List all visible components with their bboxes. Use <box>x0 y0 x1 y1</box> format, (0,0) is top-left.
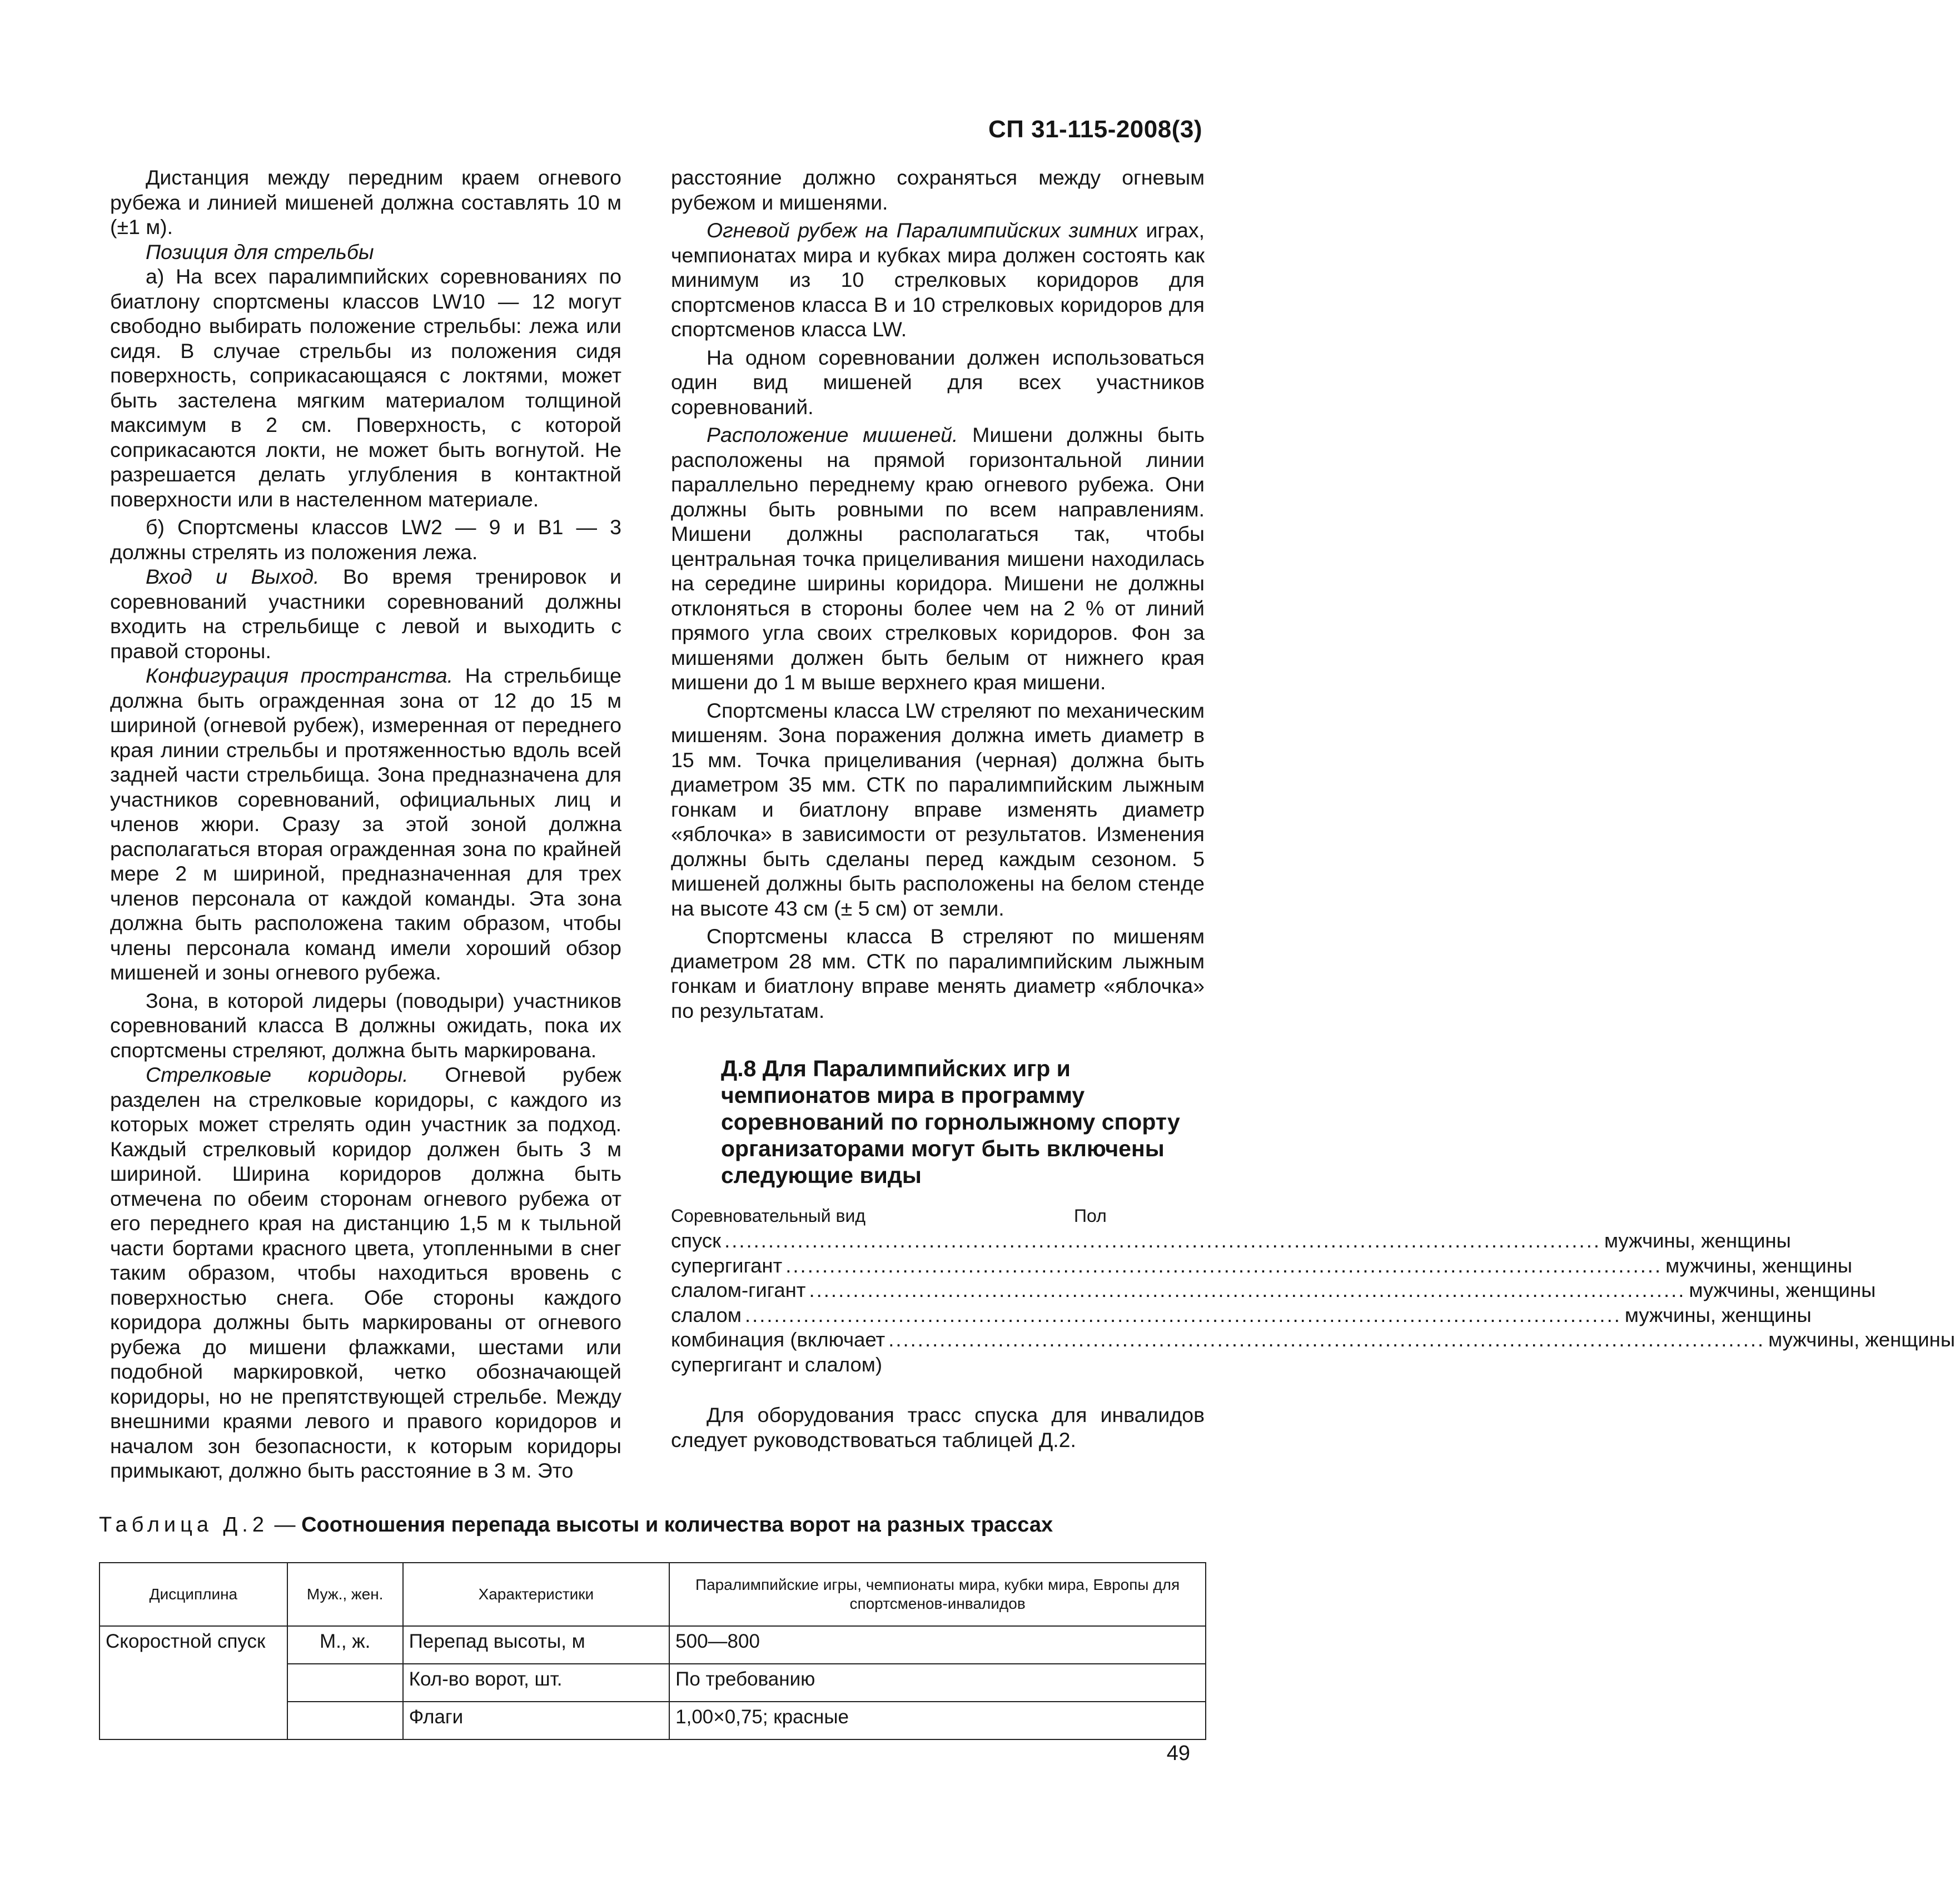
page-number: 49 <box>1166 1742 1190 1765</box>
paragraph-lead: Вход и Выход. <box>146 565 320 588</box>
paragraph: Конфигурация пространства. На стрельбище должна быть огражденная зона от 12 до 15 м шириной (огневой рубеж), измеренная от переднего края линии стрельбы и протяженностью вдоль всей задней части стрельбища. Зона предназначена для участников соревнований, официальных лиц и членов жюри. Сразу за этой зоной должна располагаться вторая огражденная зона по крайней мере 2 м шириной, предназначенная для трех членов персонала от каждой команды. Эта зона должна быть расположена таким образом, чтобы члены персонала команд имели хороший обзор мишеней и зоны огневого рубежа. <box>110 664 621 984</box>
section-title: Д.8 Для Паралимпийских игр и чемпионатов мира в программу соревнований по горнолыжному спорту организаторами могут быть включены следующие виды <box>721 1056 1180 1188</box>
event-gender: мужчины, женщины <box>1604 1229 1791 1252</box>
leader-dots: ........................................................................................................................ <box>785 1254 1663 1277</box>
event-name: спуск <box>671 1229 722 1252</box>
list-item <box>671 1229 1791 1254</box>
list-item <box>671 1254 1853 1279</box>
value-cell: 500—800 <box>669 1626 1206 1664</box>
paragraph: Спортсмены класса В стреляют по мишеням диаметром 28 мм. СТК по паралимпийским лыжным гонкам и биатлону вправе менять диаметр «яблочка» по результатам. <box>671 924 1205 1022</box>
events-list-header <box>671 1205 1205 1226</box>
event-gender: мужчины, женщины <box>1624 1303 1812 1326</box>
gender-cell <box>287 1664 403 1702</box>
leader-dots: ........................................................................................................................ <box>744 1303 1621 1326</box>
paragraph-lead: Огневой рубеж на Паралимпийских зимних <box>707 218 1138 242</box>
characteristic-cell: Перепад высоты, м <box>403 1626 670 1664</box>
paragraph: б) Спортсмены классов LW2 — 9 и В1 — 3 должны стрелять из положения лежа. <box>110 515 621 564</box>
paragraph-lead: Конфигурация пространства. <box>146 664 454 687</box>
paragraph: Вход и Выход. Во время тренировок и соревнований участники соревнований должны входить на стрельбище с левой и выходить с правой стороны. <box>110 565 622 663</box>
event-gender: мужчины, женщины <box>1768 1328 1955 1351</box>
column-header: Муж., жен. <box>287 1563 403 1626</box>
characteristic-cell: Кол-во ворот, шт. <box>403 1664 670 1702</box>
list-item <box>671 1278 1876 1303</box>
event-gender: мужчины, женщины <box>1665 1254 1853 1277</box>
events-list <box>671 1229 1955 1353</box>
paragraph: расстояние должно сохраняться между огневым рубежом и мишенями. <box>671 166 1205 214</box>
column-header: Дисциплина <box>100 1563 287 1626</box>
table-caption-label: Таблица Д.2 <box>99 1513 268 1537</box>
leader-dots: ........................................................................................................................ <box>809 1279 1686 1301</box>
event-name: слалом <box>671 1303 742 1326</box>
event-column-header: Соревновательный вид <box>671 1206 866 1226</box>
paragraph: Расположение мишеней. Мишени должны быть расположены на прямой горизонтальной линии параллельно переднему краю огневого рубежа. Они должны быть ровными по всем направлениям. Мишени должны располагаться так, чтобы центральная точка прицеливания мишени находилась на середине ширины коридора. Мишени не должны отклоняться в стороны более чем на 2 % от линий прямого угла своих стрелковых коридоров. Фон за мишенями должен быть белым от нижнего края мишени до 1 м выше верхнего края мишени. <box>671 423 1205 694</box>
discipline-cell: Скоростной спуск <box>100 1626 287 1739</box>
paragraph: На одном соревновании должен использоваться один вид мишеней для всех участников соревнований. <box>671 345 1205 419</box>
column-header: Характеристики <box>403 1563 670 1626</box>
subheading: Позиция для стрельбы <box>146 240 374 264</box>
event-name: комбинация (включает <box>671 1328 886 1351</box>
table-caption: Таблица Д.2 — Соотношения перепада высоты и количества ворот на разных трассах <box>99 1513 1053 1537</box>
gender-cell: М., ж. <box>287 1626 403 1664</box>
table-header-row <box>100 1563 1206 1626</box>
document-code: СП 31-115-2008(3) <box>988 116 1202 143</box>
paragraph-lead: Расположение мишеней. <box>707 423 958 446</box>
list-item <box>671 1303 1812 1328</box>
paragraph: Дистанция между передним краем огневого рубежа и линией мишеней должна составлять 10 м (±1 м). <box>110 166 621 238</box>
paragraph: Для оборудования трасс спуска для инвалидов следует руководствоваться таблицей Д.2. <box>671 1403 1205 1451</box>
event-name: супергигант <box>671 1254 783 1277</box>
gender-column-header: Пол <box>1074 1206 1107 1226</box>
right-column <box>671 165 1955 1452</box>
characteristic-cell: Флаги <box>403 1702 670 1739</box>
event-name: слалом-гигант <box>671 1279 806 1301</box>
left-column <box>110 165 621 1483</box>
leader-dots: ........................................................................................................................ <box>888 1328 1765 1351</box>
value-cell: По требованию <box>669 1664 1206 1702</box>
event-gender: мужчины, женщины <box>1689 1279 1876 1301</box>
paragraph: Огневой рубеж на Паралимпийских зимних играх, чемпионатах мира и кубках мира должен состоять как минимум из 10 стрелковых коридоров для спортсменов класса В и 10 стрелковых коридоров для спортсменов класса LW. <box>671 218 1205 341</box>
table-caption-title: Соотношения перепада высоты и количества ворот на разных трассах <box>301 1513 1053 1537</box>
paragraph-lead: Стрелковые коридоры. <box>146 1063 409 1086</box>
paragraph: Стрелковые коридоры. Огневой рубеж разделен на стрелковые коридоры, с каждого из которых может стрелять один участник за подход. Каждый стрелковый коридор должен быть 3 м шириной. Ширина коридоров должна быть отмечена по обеим сторонам огневого рубежа от его переднего края на дистанцию 1,5 м к тыльной части бортами красного цвета, утопленными в снег таким образом, чтобы находиться вровень с поверхностью снега. Обе стороны каждого коридора должны быть маркированы от огневого рубежа до мишени флажками, шестами или подобной маркировкой, четко обозначающей коридоры, но не препятствующей стрельбе. Между внешними краями левого и правого коридоров и началом зон безопасности, к которым коридоры примыкают, должно быть расстояние в 3 м. Это <box>110 1063 621 1482</box>
list-item <box>671 1328 1955 1353</box>
list-item-continuation: супергигант и слалом) <box>671 1353 883 1376</box>
leader-dots: ........................................................................................................................ <box>724 1229 1601 1252</box>
table-row <box>100 1626 1206 1664</box>
paragraph: Спортсмены класса LW стреляют по механическим мишеням. Зона поражения должна иметь диаметр в 15 мм. Точка прицеливания (черная) должна быть диаметром 35 мм. СТК по паралимпийским лыжным гонкам и биатлону вправе изменять диаметр «яблочка» в зависимости от результатов. Изменения должны быть сделаны перед каждым сезоном. 5 мишеней должны быть расположены на белом стенде на высоте 43 см (± 5 см) от земли. <box>671 698 1205 920</box>
paragraph: а) На всех паралимпийских соревнованиях по биатлону спортсмены классов LW10 — 12 могут свободно выбирать положение стрельбы: лежа или сидя. В случае стрельбы из положения сидя поверхность, соприкасающаяся с локтями, может быть застелена мягким материалом толщиной максимум в 2 см. Поверхность, с которой соприкасаются локти, не может быть вогнутой. Не разрешается делать углубления в контактной поверхности или в настеленном материале. <box>110 265 621 511</box>
paragraph: Зона, в которой лидеры (поводыри) участников соревнований класса В должны ожидать, пока их спортсмены стреляют, должна быть маркирована. <box>110 988 621 1062</box>
column-header: Паралимпийские игры, чемпионаты мира, кубки мира, Европы для спортсменов-инвалидов <box>669 1563 1206 1626</box>
data-table <box>99 1562 1206 1740</box>
gender-cell <box>287 1702 403 1739</box>
value-cell: 1,00×0,75; красные <box>669 1702 1206 1739</box>
